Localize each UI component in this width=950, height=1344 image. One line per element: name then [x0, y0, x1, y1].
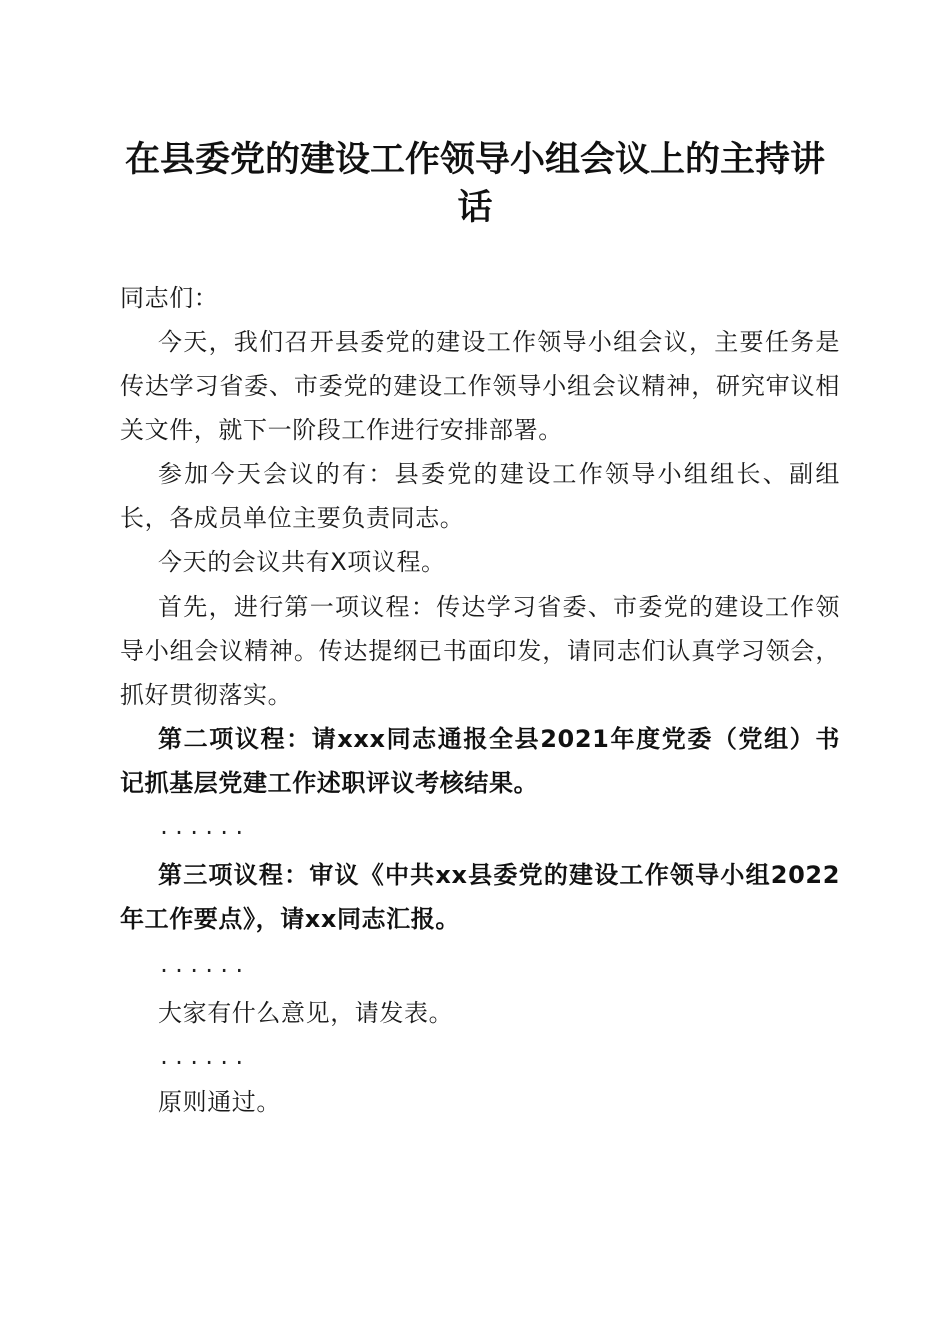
ellipsis-1: ...... — [158, 815, 249, 839]
ellipsis-2: ...... — [158, 953, 249, 977]
paragraph-agenda-count: 今天的会议共有X项议程。 — [158, 548, 446, 576]
salutation: 同志们： — [120, 284, 219, 312]
paragraph-agenda-item-3: 第三项议程：审议《中共xx县委党的建设工作领导小组2022年工作要点》，请xx同志汇报。 — [120, 861, 840, 933]
paragraph-agenda-item-2: 第二项议程：请xxx同志通报全县2021年度党委（党组）书记抓基层党建工作述职评议考核结果。 — [120, 725, 840, 797]
document-title-line-2: 话 — [457, 187, 493, 228]
paragraph-call-for-opinions: 大家有什么意见，请发表。 — [158, 999, 454, 1027]
paragraph-attendees: 参加今天会议的有：县委党的建设工作领导小组组长、副组长，各成员单位主要负责同志。 — [120, 460, 840, 532]
document-title-line-1: 在县委党的建设工作领导小组会议上的主持讲 — [124, 139, 825, 180]
paragraph-opening: 今天，我们召开县委党的建设工作领导小组会议，主要任务是传达学习省委、市委党的建设工作领导小组会议精神，研究审议相关文件，就下一阶段工作进行安排部署。 — [120, 328, 840, 444]
paragraph-agenda-item-1: 首先，进行第一项议程：传达学习省委、市委党的建设工作领导小组会议精神。传达提纲已书面印发，请同志们认真学习领会，抓好贯彻落实。 — [120, 593, 840, 709]
paragraph-approved: 原则通过。 — [158, 1088, 281, 1116]
ellipsis-3: ...... — [158, 1045, 249, 1069]
